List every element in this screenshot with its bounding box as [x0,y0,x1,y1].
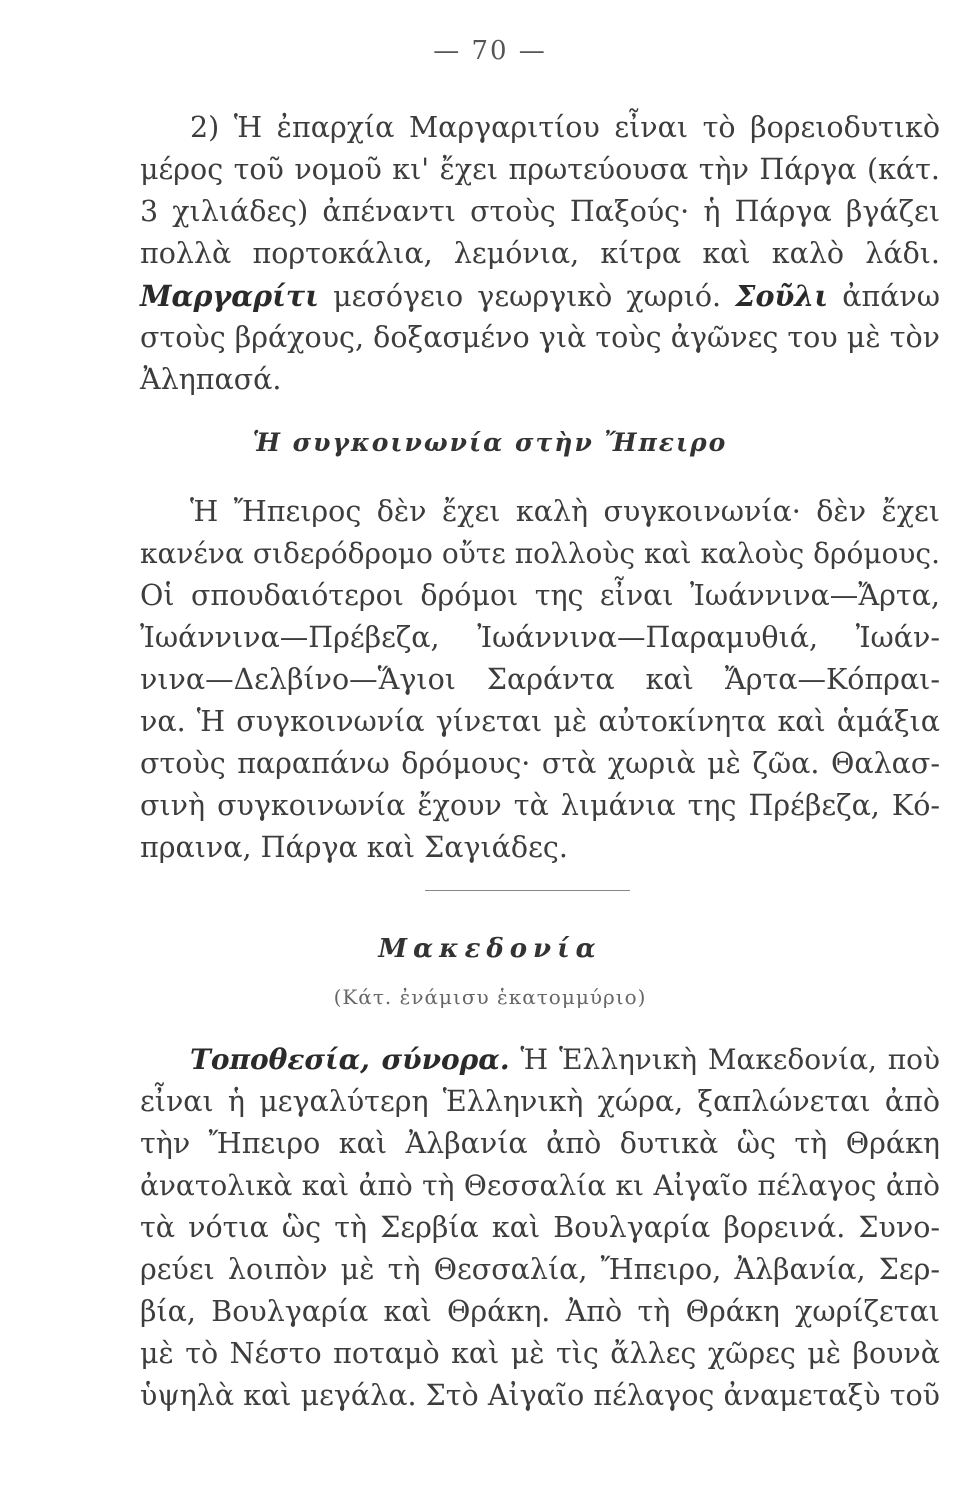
text-line: πραινα, Πάργα καὶ Σαγιάδες. [140,831,568,864]
section-subheading: (Κάτ. ἐνάμισυ ἑκατομμύριο) [333,985,647,1009]
text-line: βία, Βουλγαρία καὶ Θράκη. Ἀπὸ τὴ Θράκη χωρίζεται [140,1295,940,1328]
text-line: τὴν Ἤπειρο καὶ Ἀλβανία ἀπὸ δυτικὰ ὣς τὴ Θράκη [140,1127,940,1160]
text-line: Οἱ σπουδαιότεροι δρόμοι της εἶναι Ἰωάννινα—Ἄρτα, [140,579,940,612]
text-line: ἀνατολικὰ καὶ ἀπὸ τὴ Θεσσαλία κι Αἰγαῖο πέλαγος ἀπὸ [140,1169,940,1202]
text-line [190,1040,940,1080]
text-line: στοὺς παραπάνω δρόμους· στὰ χωριὰ μὲ ζῶα. Θαλασ- [140,747,940,780]
text-line: εἶναι ἡ μεγαλύτερη Ἑλληνικὴ χώρα, ξαπλώνεται ἀπὸ [140,1085,940,1118]
text-line: Ἰωάννινα—Πρέβεζα, Ἰωάννινα—Παραμυθιά, Ἰωάν- [140,621,940,654]
section-heading-communication: Ἡ συγκοινωνία στὴν Ἤπειρο [252,428,728,457]
text-line: μὲ τὸ Νέστο ποταμὸ καὶ μὲ τὶς ἄλλες χῶρες μὲ βουνὰ [140,1337,940,1370]
topic-emphasis: Τοποθεσία, σύνορα. [190,1043,510,1076]
text-span: Ἡ Ἑλληνικὴ Μακεδονία, ποὺ [509,1043,940,1076]
text-line: Ἀληπασά. [140,363,282,396]
place-name-emphasis: Μαργαρίτι [140,279,319,313]
text-line: νινα—Δελβίνο—Ἅγιοι Σαράντα καὶ Ἄρτα—Κόπραι- [140,663,940,696]
text-line: στοὺς βράχους, δοξασμένο γιὰ τοὺς ἀγῶνες του μὲ τὸν [140,321,940,354]
text-line: τὰ νότια ὣς τὴ Σερβία καὶ Βουλγαρία βορεινά. Συνο- [140,1211,940,1244]
text-span: μεσόγειο γεωργικὸ χωριό. [318,280,736,313]
text-span: ἀπάνω [828,280,940,313]
text-line: Ἡ Ἤπειρος δὲν ἔχει καλὴ συγκοινωνία· δὲν ἔχει [190,495,940,528]
text-line: 2) Ἡ ἐπαρχία Μαργαριτίου εἶναι τὸ βορειοδυτικὸ [190,111,940,144]
text-line: ρεύει λοιπὸν μὲ τὴ Θεσσαλία, Ἤπειρο, Ἀλβανία, Σερ- [140,1253,940,1286]
text-line: πολλὰ πορτοκάλια, λεμόνια, κίτρα καὶ καλὸ λάδι. [140,237,940,270]
text-line [140,276,940,317]
text-line: ὑψηλὰ καὶ μεγάλα. Στὸ Αἰγαῖο πέλαγος ἀναμεταξὺ τοῦ [140,1379,940,1412]
page-number: — 70 — [433,36,547,66]
place-name-emphasis: Σοῦλι [735,279,829,313]
text-line: μέρος τοῦ νομοῦ κι' ἔχει πρωτεύουσα τὴν Πάργα (κάτ. [140,153,940,186]
text-line: 3 χιλιάδες) ἀπέναντι στοὺς Παξούς· ἡ Πάργα βγάζει [140,195,940,228]
text-line: κανένα σιδερόδρομο οὔτε πολλοὺς καὶ καλοὺς δρόμους. [140,537,940,570]
text-line: σινὴ συγκοινωνία ἔχουν τὰ λιμάνια της Πρέβεζα, Κό- [140,789,940,822]
section-heading-macedonia: Μακεδονία [378,934,602,964]
section-divider [425,890,630,891]
text-line: να. Ἡ συγκοινωνία γίνεται μὲ αὐτοκίνητα καὶ ἁμάξια [140,705,940,738]
